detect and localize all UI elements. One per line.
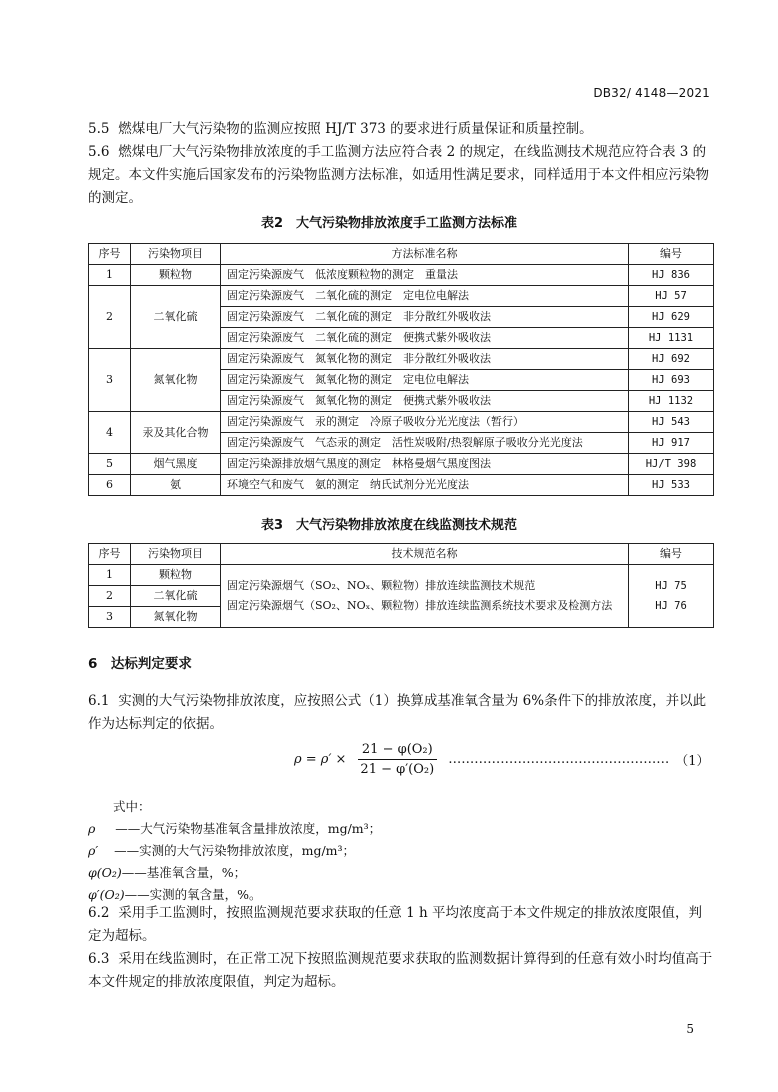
row-method: 固定污染源废气 氮氧化物的测定 定电位电解法 bbox=[221, 370, 629, 391]
clause-number: 5.5 bbox=[88, 121, 110, 137]
clause-number: 6.1 bbox=[88, 693, 110, 709]
formula-lhs: ρ = ρ′ × bbox=[294, 752, 347, 767]
where-label: 式中： bbox=[113, 799, 151, 814]
row-code: HJ 836 bbox=[629, 265, 714, 286]
where-symbol: ρ′ bbox=[88, 843, 99, 858]
col-header-no: 序号 bbox=[89, 544, 131, 565]
clause-6-1 bbox=[88, 690, 713, 736]
formula-denominator: 21 − φ′(O₂) bbox=[360, 762, 435, 777]
row-code: HJ/T 398 bbox=[629, 454, 714, 475]
col-header-method: 方法标准名称 bbox=[221, 244, 629, 265]
table-row bbox=[89, 565, 714, 586]
where-desc: ——大气污染物基准氧含量排放浓度，mg/m³； bbox=[115, 821, 382, 836]
spec-codes bbox=[629, 565, 714, 628]
table-row bbox=[89, 349, 714, 370]
clause-6-2 bbox=[88, 902, 713, 948]
row-code: HJ 629 bbox=[629, 307, 714, 328]
where-symbol: φ(O₂) bbox=[88, 865, 122, 880]
where-symbol: φ′(O₂) bbox=[88, 887, 125, 902]
formula-leader: …………………………………………… bbox=[448, 752, 670, 767]
where-item bbox=[88, 840, 355, 862]
row-method: 固定污染源废气 氮氧化物的测定 非分散红外吸收法 bbox=[221, 349, 629, 370]
standard-code: DB32/ 4148—2021 bbox=[593, 86, 710, 100]
page-number: 5 bbox=[686, 1022, 694, 1036]
row-no: 3 bbox=[89, 349, 131, 412]
row-code: HJ 57 bbox=[629, 286, 714, 307]
col-header-pollutant: 污染物项目 bbox=[131, 244, 221, 265]
row-pollutant: 氮氧化物 bbox=[131, 349, 221, 412]
table-row bbox=[89, 412, 714, 433]
row-pollutant: 烟气黑度 bbox=[131, 454, 221, 475]
where-desc: ——基准氧含量，%； bbox=[121, 865, 247, 880]
table-row bbox=[89, 265, 714, 286]
row-code: HJ 1131 bbox=[629, 328, 714, 349]
row-method: 固定污染源废气 低浓度颗粒物的测定 重量法 bbox=[221, 265, 629, 286]
clause-5-6 bbox=[88, 141, 713, 210]
row-pollutant: 二氧化硫 bbox=[131, 586, 221, 607]
row-no: 4 bbox=[89, 412, 131, 454]
col-header-spec: 技术规范名称 bbox=[221, 544, 629, 565]
row-pollutant: 二氧化硫 bbox=[131, 286, 221, 349]
clause-text: 实测的大气污染物排放浓度，应按照公式（1）换算成基准氧含量为 6%条件下的排放浓度，并以此作为达标判定的依据。 bbox=[88, 693, 707, 732]
col-header-no: 序号 bbox=[89, 244, 131, 265]
row-method: 固定污染源废气 二氧化硫的测定 便携式紫外吸收法 bbox=[221, 328, 629, 349]
table-header-row bbox=[89, 244, 714, 265]
row-code: HJ 692 bbox=[629, 349, 714, 370]
where-desc: ——实测的氧含量，%。 bbox=[124, 887, 262, 902]
col-header-pollutant: 污染物项目 bbox=[131, 544, 221, 565]
row-method: 固定污染源排放烟气黑度的测定 林格曼烟气黑度图法 bbox=[221, 454, 629, 475]
table2-title: 表2 大气污染物排放浓度手工监测方法标准 bbox=[260, 216, 518, 231]
row-code: HJ 693 bbox=[629, 370, 714, 391]
row-no: 5 bbox=[89, 454, 131, 475]
row-code: HJ 533 bbox=[629, 475, 714, 496]
row-method: 固定污染源废气 二氧化硫的测定 定电位电解法 bbox=[221, 286, 629, 307]
table2 bbox=[88, 243, 714, 496]
where-symbol: ρ bbox=[88, 821, 96, 836]
table-row bbox=[89, 475, 714, 496]
where-desc: ——实测的大气污染物排放浓度，mg/m³； bbox=[114, 843, 356, 858]
clause-text: 采用手工监测时，按照监测规范要求获取的任意 1 h 平均浓度高于本文件规定的排放浓度限值，判定为超标。 bbox=[88, 905, 702, 944]
row-method: 固定污染源废气 气态汞的测定 活性炭吸附/热裂解原子吸收分光光度法 bbox=[221, 433, 629, 454]
row-method: 固定污染源废气 二氧化硫的测定 非分散红外吸收法 bbox=[221, 307, 629, 328]
formula-fraction bbox=[356, 742, 438, 777]
clause-6-3 bbox=[88, 948, 713, 994]
where-item bbox=[88, 862, 246, 884]
clause-number: 6.2 bbox=[88, 905, 110, 921]
spec-names bbox=[221, 565, 629, 628]
row-method: 固定污染源废气 汞的测定 冷原子吸收分光光度法（暂行） bbox=[221, 412, 629, 433]
clause-5-5 bbox=[88, 118, 713, 141]
clause-number: 5.6 bbox=[88, 144, 110, 160]
row-method: 环境空气和废气 氨的测定 纳氏试剂分光光度法 bbox=[221, 475, 629, 496]
spec-name: 固定污染源烟气（SO₂、NOₓ、颗粒物）排放连续监测技术规范 bbox=[227, 579, 536, 592]
formula-numerator: 21 − φ(O₂) bbox=[358, 742, 437, 760]
row-code: HJ 917 bbox=[629, 433, 714, 454]
table-row bbox=[89, 454, 714, 475]
row-no: 1 bbox=[89, 265, 131, 286]
row-no: 3 bbox=[89, 607, 131, 628]
spec-code: HJ 75 bbox=[655, 580, 687, 592]
table-header-row bbox=[89, 544, 714, 565]
clause-text: 采用在线监测时，在正常工况下按照监测规范要求获取的监测数据计算得到的任意有效小时均值高于本文件规定的排放浓度限值，判定为超标。 bbox=[88, 951, 713, 990]
clause-number: 6.3 bbox=[88, 951, 110, 967]
spec-name: 固定污染源烟气（SO₂、NOₓ、颗粒物）排放连续监测系统技术要求及检测方法 bbox=[227, 599, 613, 612]
row-no: 2 bbox=[89, 586, 131, 607]
row-no: 6 bbox=[89, 475, 131, 496]
row-pollutant: 汞及其化合物 bbox=[131, 412, 221, 454]
table-row bbox=[89, 286, 714, 307]
table3 bbox=[88, 543, 714, 628]
col-header-code: 编号 bbox=[629, 244, 714, 265]
clause-text: 燃煤电厂大气污染物排放浓度的手工监测方法应符合表 2 的规定，在线监测技术规范应符合表 3 的规定。本文件实施后国家发布的污染物监测方法标准，如适用性满足要求，同样适用于本文件相应污染物的测定。 bbox=[88, 144, 709, 206]
row-code: HJ 1132 bbox=[629, 391, 714, 412]
row-pollutant: 颗粒物 bbox=[131, 565, 221, 586]
formula-number: （1） bbox=[675, 754, 710, 769]
row-pollutant: 氨 bbox=[131, 475, 221, 496]
row-method: 固定污染源废气 氮氧化物的测定 便携式紫外吸收法 bbox=[221, 391, 629, 412]
row-no: 1 bbox=[89, 565, 131, 586]
row-pollutant: 颗粒物 bbox=[131, 265, 221, 286]
clause-text: 燃煤电厂大气污染物的监测应按照 HJ/T 373 的要求进行质量保证和质量控制。 bbox=[118, 121, 593, 137]
row-no: 2 bbox=[89, 286, 131, 349]
col-header-code: 编号 bbox=[629, 544, 714, 565]
where-item bbox=[88, 818, 381, 840]
section-6-heading: 6 达标判定要求 bbox=[88, 656, 192, 672]
row-pollutant: 氮氧化物 bbox=[131, 607, 221, 628]
formula-1 bbox=[294, 742, 709, 777]
spec-code: HJ 76 bbox=[655, 600, 687, 612]
row-code: HJ 543 bbox=[629, 412, 714, 433]
table3-title: 表3 大气污染物排放浓度在线监测技术规范 bbox=[260, 518, 518, 533]
